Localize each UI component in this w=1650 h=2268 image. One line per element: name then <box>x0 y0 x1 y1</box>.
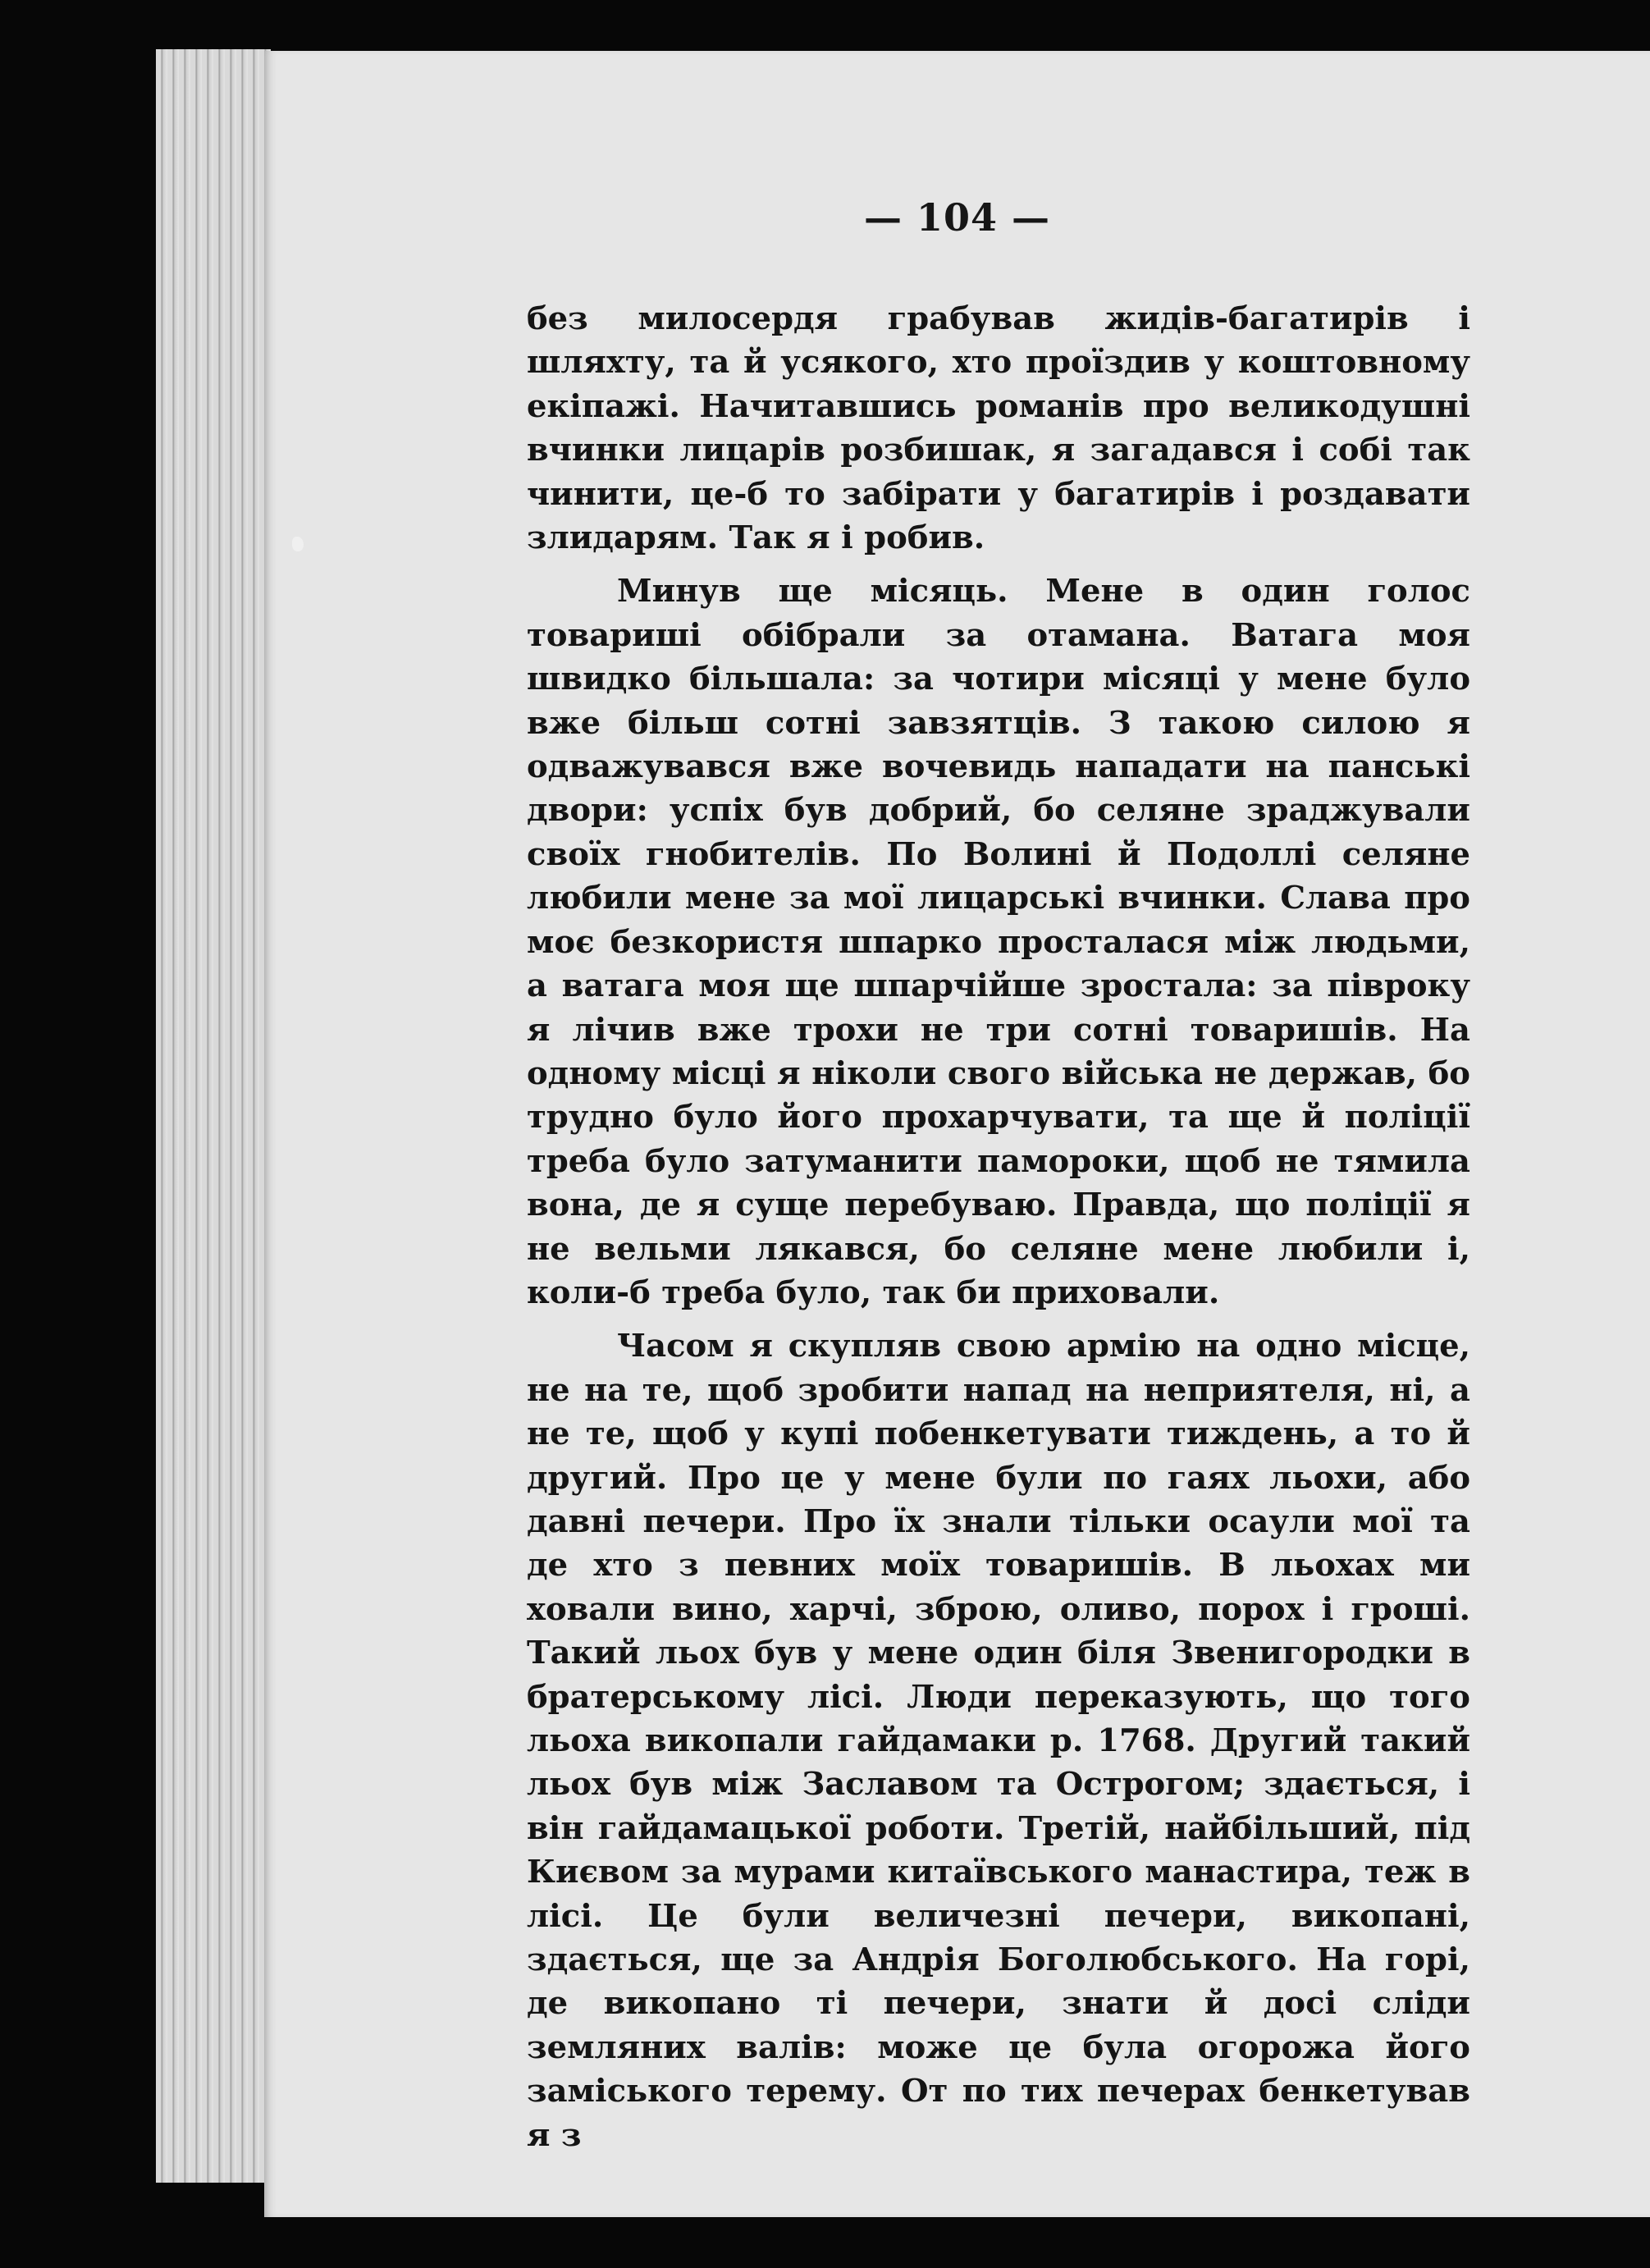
page-edges-stack <box>156 49 271 2183</box>
book-page <box>264 51 1650 2217</box>
paragraph-3: Часом я скупляв свою армію на одно місце, не на те, щоб зробити напад на неприятеля, ні, а не те, щоб у купі побенкетувати тиждень, а то й другий. Про це у мене були по гаях льохи, або давні печери. Про їх знали тільки осаули мої та де хто з певних моїх товаришів. В льохах ми ховали вино, харчі, зброю, оливо, порох і гроші. Такий льох був у мене один біля Звенигородки в братерському лісі. Люди переказують, що того льоха викопали гайдамаки р. 1768. Другий такий льох був між Заславом та Острогом; здається, і він гайдамацької роботи. Третій, найбільший, під Києвом за мурами китаївського манастира, теж в лісі. Це були величезні печери, викопані, здається, ще за Андрія Боголюбського. На горі, де викопано ті печери, знати й досі сліди земляних валів: може це була огорожа його заміського терему. От по тих печерах бенкетував я з <box>527 1328 1470 2154</box>
body-text <box>527 297 1470 2157</box>
paragraph-2: Минув ще місяць. Мене в один голос товариші обібрали за отамана. Ватага моя швидко більшала: за чотири місяці у мене було вже більш сотні завзятців. З такою силою я одважувався вже вочевидь нападати на панські двори: успіх був добрий, бо селяне зраджували своїх гнобителів. По Волині й Подоллі селяне любили мене за мої лицарські вчинки. Слава про моє безкористя шпарко просталася між людьми, а ватага моя ще шпарчійше зростала: за півроку я лічив вже трохи не три сотні товаришів. На одному місці я ніколи свого війська не держав, бо трудно було його прохарчувати, та ще й поліції треба було затуманити памороки, щоб не тямила вона, де я суще перебуваю. Правда, що поліції я не вельми лякався, бо селяне мене любили і, коли-б треба було, так би приховали. <box>527 573 1470 1311</box>
page-number: — 104 — <box>863 195 1051 240</box>
margin-speck <box>292 537 304 551</box>
paragraph-1: без милосердя грабував жидів-багатирів і шляхту, та й усякого, хто проїздив у коштовному екіпажі. Начитавшись романів про великодушні вчинки лицарів розбишак, я загадався і собі так чинити, це-б то забірати у багатирів і роздавати злидарям. Так я і робив. <box>527 300 1470 557</box>
